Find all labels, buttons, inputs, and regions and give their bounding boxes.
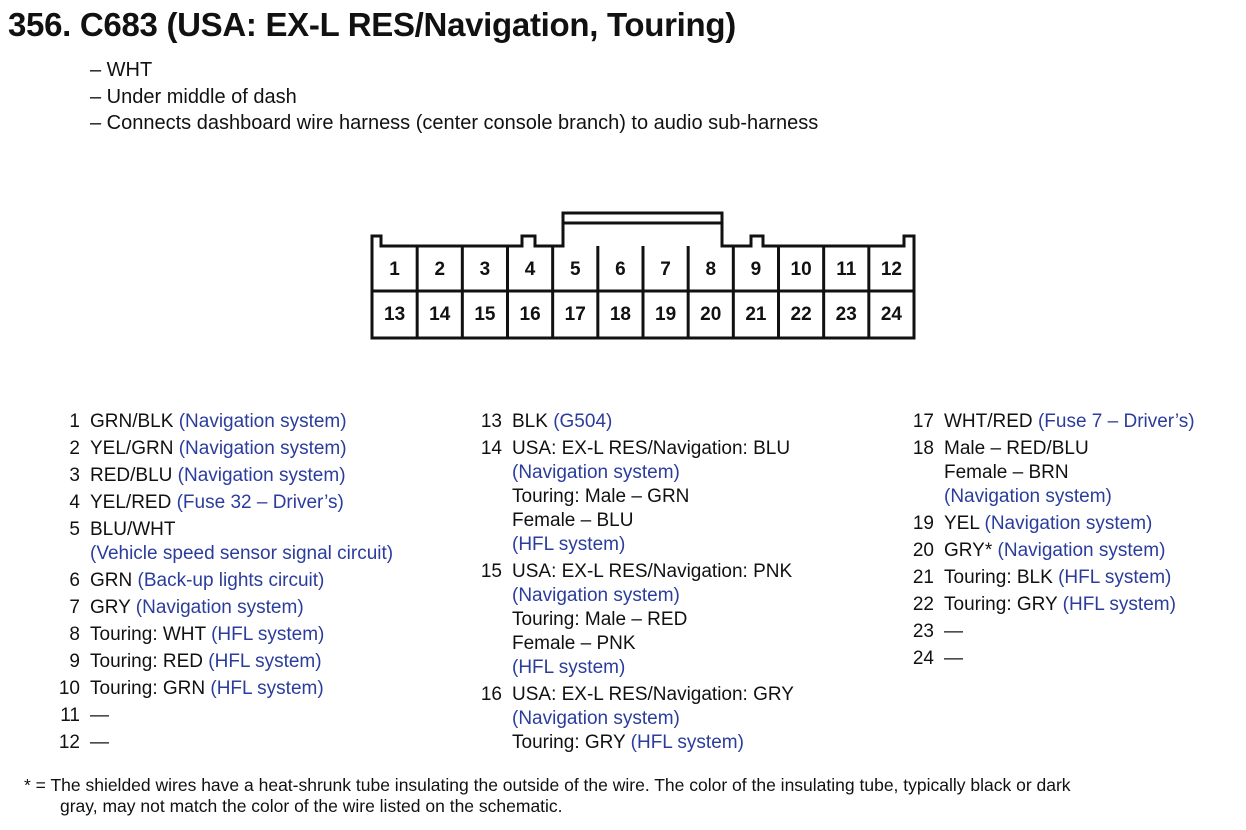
connector-pin-label: 22 — [790, 304, 812, 325]
pin-description-line — [512, 656, 792, 680]
pin-description-line — [512, 707, 794, 731]
wire-info: Touring: BLK — [944, 567, 1059, 588]
wire-info: GRY* — [944, 540, 998, 561]
circuit-reference: (G504) — [553, 411, 613, 432]
note-connects: – Connects dashboard wire harness (center console branch) to audio sub-harness — [90, 112, 819, 134]
connector-pin-label: 12 — [880, 259, 902, 280]
circuit-reference: (Fuse 32 – Driver’s) — [176, 492, 344, 513]
pin-description-line — [90, 437, 347, 461]
pin-description-line — [512, 731, 794, 755]
circuit-reference: (Back-up lights circuit) — [137, 570, 325, 591]
connector-pin-label: 24 — [880, 304, 902, 325]
circuit-reference: (Navigation system) — [178, 438, 347, 459]
circuit-reference: (HFL system) — [512, 657, 626, 678]
wire-info: YEL/RED — [90, 492, 177, 513]
pin-description-line — [944, 539, 1165, 563]
connector-pin-label: 3 — [479, 259, 491, 280]
pin-description-line — [512, 632, 792, 656]
pin-number: 16 — [480, 684, 502, 705]
pin-description-line — [944, 647, 963, 671]
circuit-reference: (Navigation system) — [512, 708, 680, 729]
connector-pin-label: 7 — [660, 259, 671, 280]
wire-info: Touring: GRY — [944, 594, 1063, 615]
pin-list-column-1 — [56, 410, 393, 758]
pin-number: 3 — [69, 465, 80, 486]
circuit-reference: (HFL system) — [630, 732, 744, 753]
circuit-reference: (HFL system) — [1058, 567, 1172, 588]
pin-list-column-2 — [478, 410, 794, 758]
pin-description-line — [512, 509, 790, 533]
wire-info: Touring: Male – GRN — [512, 486, 690, 507]
note-color: – WHT — [90, 59, 153, 81]
footnote-line-1: * = The shielded wires have a heat-shrunk tube insulating the outside of the wire. The color of the insulating tube, typically black or dark — [24, 775, 1071, 795]
pin-number: 14 — [480, 438, 502, 459]
connector-pin-label: 14 — [429, 304, 451, 325]
pin-description-line — [944, 437, 1112, 461]
pin-description-line — [90, 650, 322, 674]
wire-info: USA: EX-L RES/Navigation: GRY — [512, 684, 794, 705]
wire-info: Touring: GRY — [512, 732, 631, 753]
wire-info: Female – PNK — [512, 633, 636, 654]
pin-number: 15 — [480, 561, 502, 582]
wire-info: — — [944, 648, 963, 669]
pin-entry-10 — [56, 677, 393, 701]
wire-info: Touring: WHT — [90, 624, 212, 645]
connector-pin-label: 5 — [569, 259, 581, 280]
connector-pin-label: 20 — [700, 304, 722, 325]
pin-number: 10 — [58, 678, 80, 699]
pin-description-line — [512, 461, 790, 485]
wire-info: Female – BRN — [944, 462, 1069, 483]
pin-description-line — [944, 593, 1176, 617]
pin-description-line — [512, 437, 790, 461]
wire-info: Touring: RED — [90, 651, 209, 672]
connector-pin-label: 18 — [609, 304, 631, 325]
wire-info: — — [944, 621, 963, 642]
pin-entry-21 — [910, 566, 1195, 590]
page-title: 356. C683 (USA: EX-L RES/Navigation, Touring) — [8, 6, 736, 43]
pin-description-line — [90, 569, 324, 593]
footnote — [24, 775, 1071, 817]
pin-description-line — [944, 566, 1171, 590]
circuit-reference: (Navigation system) — [178, 411, 347, 432]
pin-description-line — [512, 485, 790, 509]
pin-entry-24 — [910, 647, 1195, 671]
pin-description-line — [512, 584, 792, 608]
wire-info: Touring: GRN — [90, 678, 211, 699]
connector-pin-label: 21 — [745, 304, 767, 325]
wire-info: Touring: Male – RED — [512, 609, 688, 630]
connector-notes — [90, 57, 818, 137]
circuit-reference: (HFL system) — [211, 624, 325, 645]
pin-number: 24 — [912, 648, 934, 669]
pin-description-line — [90, 596, 304, 620]
circuit-reference: (Navigation system) — [135, 597, 304, 618]
pin-entry-1 — [56, 410, 393, 434]
pin-description-line — [90, 464, 346, 488]
pin-description-line — [944, 512, 1152, 536]
wire-info: RED/BLU — [90, 465, 178, 486]
pin-description-line — [90, 731, 109, 755]
pin-entry-4 — [56, 491, 393, 515]
pin-description-line — [90, 410, 347, 434]
connector-pin-label: 19 — [655, 304, 677, 325]
connector-pin-label: 10 — [790, 259, 812, 280]
pin-number: 7 — [69, 597, 80, 618]
pin-number: 20 — [912, 540, 934, 561]
connector-pin-label: 8 — [705, 259, 717, 280]
wire-info: BLK — [512, 411, 554, 432]
footnote-line-2: gray, may not match the color of the wire listed on the schematic. — [60, 796, 563, 816]
pin-entry-2 — [56, 437, 393, 461]
pin-description-line — [512, 560, 792, 584]
pin-entry-22 — [910, 593, 1195, 617]
pin-description-line — [944, 620, 963, 644]
circuit-reference: (HFL system) — [512, 534, 626, 555]
pin-number: 22 — [912, 594, 934, 615]
connector-pin-label: 13 — [384, 304, 406, 325]
wire-info: YEL/GRN — [90, 438, 179, 459]
pin-number: 19 — [912, 513, 934, 534]
pin-entry-14 — [478, 437, 794, 557]
wire-info: WHT/RED — [944, 411, 1038, 432]
circuit-reference: (HFL system) — [1062, 594, 1176, 615]
circuit-reference: (Navigation system) — [512, 462, 680, 483]
connector-pin-label: 15 — [474, 304, 496, 325]
connector-pin-label: 11 — [836, 259, 857, 280]
wire-info: — — [90, 705, 109, 726]
connector-pin-label: 1 — [389, 259, 400, 280]
wire-info: Male – RED/BLU — [944, 438, 1089, 459]
pin-entry-13 — [478, 410, 794, 434]
pin-entry-17 — [910, 410, 1195, 434]
pin-description-line — [90, 518, 393, 542]
pin-description-line — [944, 410, 1195, 434]
wire-info: YEL — [944, 513, 985, 534]
connector-pin-label: 4 — [524, 259, 536, 280]
pin-entry-3 — [56, 464, 393, 488]
connector-pin-label: 17 — [564, 304, 586, 325]
pin-number: 13 — [480, 411, 502, 432]
wire-info: GRN — [90, 570, 138, 591]
pin-entry-7 — [56, 596, 393, 620]
wire-info: USA: EX-L RES/Navigation: PNK — [512, 561, 793, 582]
pin-entry-12 — [56, 731, 393, 755]
wire-info: GRY — [90, 597, 136, 618]
wire-info: BLU/WHT — [90, 519, 176, 540]
circuit-reference: (Vehicle speed sensor signal circuit) — [90, 543, 394, 564]
pin-number: 8 — [69, 624, 80, 645]
pin-description-line — [90, 677, 324, 701]
circuit-reference: (Navigation system) — [984, 513, 1153, 534]
pin-description-line — [90, 704, 109, 728]
pin-entry-8 — [56, 623, 393, 647]
circuit-reference: (Navigation system) — [944, 486, 1112, 507]
pin-description-line — [90, 623, 324, 647]
circuit-reference: (HFL system) — [210, 678, 324, 699]
circuit-reference: (Navigation system) — [177, 465, 346, 486]
pin-entry-20 — [910, 539, 1195, 563]
pin-entry-18 — [910, 437, 1195, 509]
circuit-reference: (Navigation system) — [997, 540, 1166, 561]
circuit-reference: (HFL system) — [208, 651, 322, 672]
pin-number: 17 — [912, 411, 934, 432]
pin-entry-19 — [910, 512, 1195, 536]
pin-description-line — [512, 410, 612, 434]
pin-description-line — [90, 542, 393, 566]
pin-number: 6 — [69, 570, 80, 591]
pin-number: 23 — [912, 621, 934, 642]
connector-pin-label: 23 — [835, 304, 857, 325]
pin-description-line — [512, 533, 790, 557]
pin-list-column-3 — [910, 410, 1195, 674]
circuit-reference: (Navigation system) — [512, 585, 680, 606]
note-location: – Under middle of dash — [90, 85, 297, 108]
connector-pin-label: 16 — [519, 304, 541, 325]
pin-number: 2 — [69, 438, 80, 459]
pin-number: 18 — [912, 438, 934, 459]
pin-description-line — [944, 485, 1112, 509]
wire-info: USA: EX-L RES/Navigation: BLU — [512, 438, 791, 459]
pin-number: 9 — [69, 651, 80, 672]
pin-number: 5 — [69, 519, 80, 540]
pin-entry-5 — [56, 518, 393, 566]
pin-entry-11 — [56, 704, 393, 728]
pin-entry-15 — [478, 560, 794, 680]
pin-description-line — [90, 491, 344, 515]
wire-info: — — [90, 732, 109, 753]
pin-description-line — [512, 608, 792, 632]
connector-diagram — [365, 205, 925, 345]
pin-number: 12 — [58, 732, 80, 753]
pin-number: 4 — [69, 492, 80, 513]
pin-entry-16 — [478, 683, 794, 755]
circuit-reference: (Fuse 7 – Driver’s) — [1037, 411, 1195, 432]
pin-description-line — [512, 683, 794, 707]
connector-pin-label: 9 — [750, 259, 762, 280]
pin-entry-23 — [910, 620, 1195, 644]
connector-pin-label: 2 — [434, 259, 446, 280]
pin-number: 21 — [912, 567, 934, 588]
pin-description-line — [944, 461, 1112, 485]
pin-entry-9 — [56, 650, 393, 674]
pin-number: 11 — [60, 705, 80, 726]
wire-info: Female – BLU — [512, 510, 634, 531]
wire-info: GRN/BLK — [90, 411, 179, 432]
connector-pin-label: 6 — [615, 259, 626, 280]
pin-entry-6 — [56, 569, 393, 593]
pin-number: 1 — [69, 411, 80, 432]
